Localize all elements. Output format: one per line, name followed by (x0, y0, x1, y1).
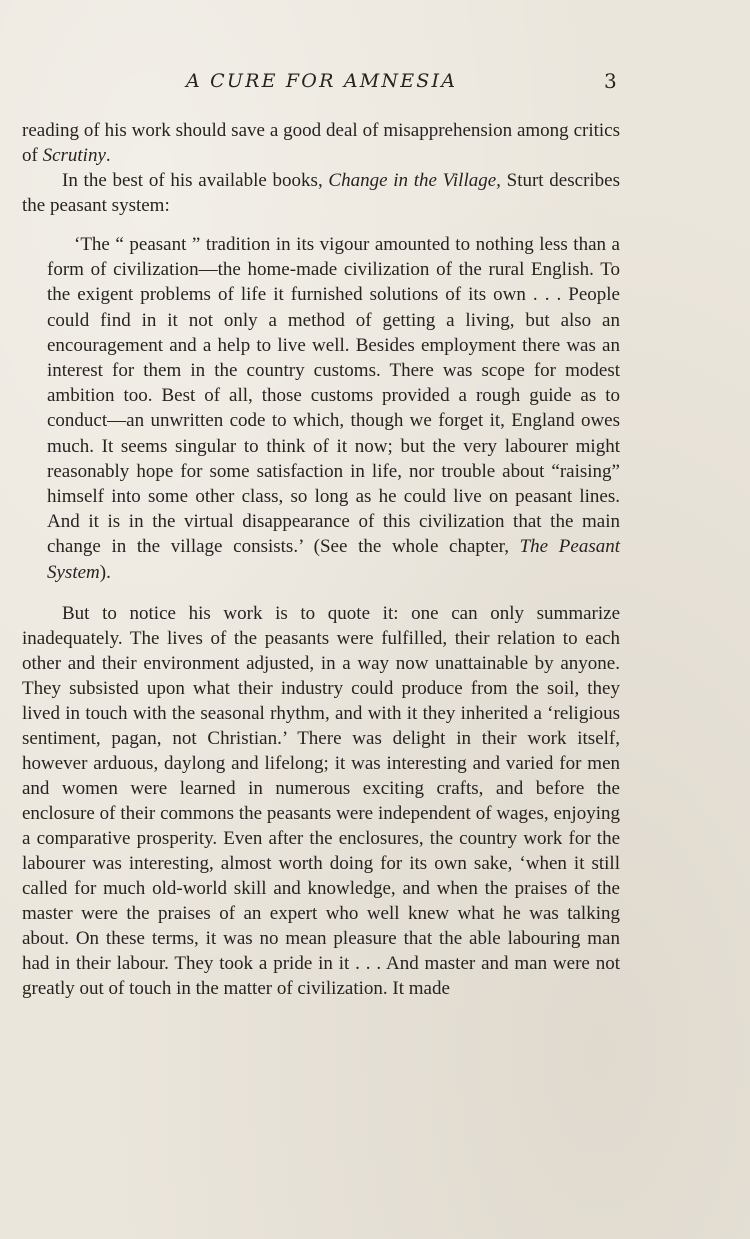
page-number: 3 (604, 69, 617, 93)
paragraph: But to notice his work is to quote it: one can only summarize inadequately. The lives of the peasants were fulfilled, their relation to each other and their environment adjusted, in a way now unattainable by anyone. They subsisted upon what their industry could produce from the soil, they lived in touch with the seasonal rhythm, and with it they inherited a ‘religious sentiment, pagan, not Christian.’ There was delight in their work itself, however arduous, daylong and lifelong; it was interesting and varied for men and women were learned in numerous exciting crafts, and before the enclosure of their commons the peasants were independent of wages, enjoying a comparative prosperity. Even after the enclosures, the country work for the labourer was interesting, almost worth doing for its own sake, ‘when it still called for much old-world skill and knowledge, and when the praises of the master were the praises of an expert who well knew what he was talking about. On these terms, it was no mean pleasure that the able labouring man had in their labour. They took a pride in it . . . And master and man were not greatly out of touch in the matter of civilization. It made (22, 602, 620, 999)
paragraph-intro-quote (22, 168, 620, 218)
paragraph-text: reading of his work should save a good deal of misapprehension among critics of (22, 120, 620, 166)
paragraph-text: Sturt describes the peasant system: (22, 170, 620, 216)
italic-title: Scrutiny (42, 145, 106, 166)
paragraph-text: In the best of his available books, (62, 170, 329, 191)
quote-text: ‘The “ peasant ” tradition in its vigour amounted to nothing less than a form of civilization—the home-made civilization of the rural English. To the exigent problems of life it furnished solutions of its own . . . People could find in it not only a method of getting a living, but also an encouragement and a help to live well. Besides employment there was an interest for them in the country customs. There was scope for modest ambition too. Best of all, those customs provided a rough guide as to conduct—an unwritten code to which, though we forget it, England owes much. It seems singular to think of it now; but the very labourer might reasonably hope for some satisfaction in life, nor trouble about “raising” himself into some other class, so long as he could live on peasant lines. And it is in the virtual disappearance of this civilization that the main change in the village consists.’ (See the whole chapter, (47, 234, 620, 558)
body-text (22, 118, 620, 1001)
paragraph-text: . (105, 145, 111, 166)
block-quote (22, 232, 620, 585)
quote-text: ). (99, 561, 111, 583)
running-title: A CURE FOR AMNESIA (186, 70, 458, 92)
italic-title: The Peasant System (47, 536, 620, 583)
running-head (0, 66, 750, 96)
italic-title: Change in the Village, (328, 170, 501, 191)
paragraph-continued (22, 118, 620, 168)
